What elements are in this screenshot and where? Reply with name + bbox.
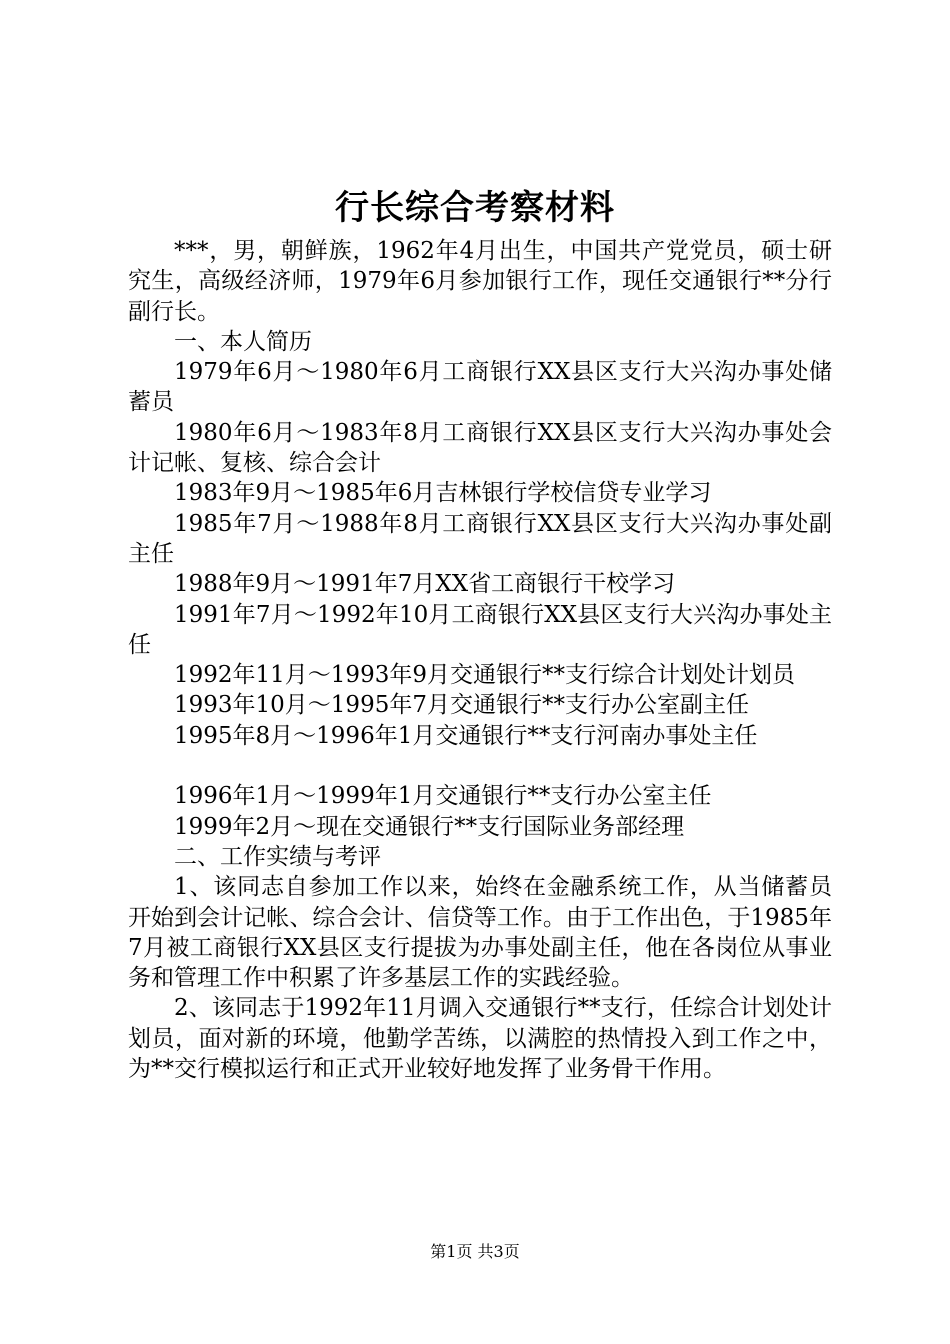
section-heading-performance: 二、工作实绩与考评 (174, 843, 381, 870)
resume-entry: 1995年8月～1996年1月交通银行**支行河南办事处主任 (174, 722, 758, 749)
resume-entry: 1988年9月～1991年7月XX省工商银行干校学习 (174, 571, 676, 598)
document-title: 行长综合考察材料 (335, 188, 615, 228)
resume-entry: 1980年6月～1983年8月工商银行XX县区支行大兴沟办事处会计记帐、复核、综合会计 (128, 419, 832, 477)
document-body (128, 236, 832, 1084)
resume-entry: 1999年2月～现在交通银行**支行国际业务部经理 (174, 813, 685, 840)
paragraph-performance-1: 1、该同志自参加工作以来，始终在金融系统工作，从当储蓄员开始到会计记帐、综合会计、信贷等工作。由于工作出色，于1985年7月被工商银行XX县区支行提拔为办事处副主任，他在各岗位从事业务和管理工作中积累了许多基层工作的实践经验。 (128, 874, 832, 992)
page-number-footer: 第1页 共3页 (430, 1242, 520, 1261)
blank-line (128, 751, 832, 781)
paragraph-performance-2: 2、该同志于1992年11月调入交通银行**支行，任综合计划处计划员，面对新的环境，他勤学苦练，以满腔的热情投入到工作之中，为**交行模拟运行和正式开业较好地发挥了业务骨干作用。 (128, 995, 832, 1083)
paragraph-intro: ***，男，朝鲜族，1962年4月出生，中国共产党党员，硕士研究生，高级经济师，1979年6月参加银行工作，现任交通银行**分行副行长。 (128, 238, 832, 325)
resume-entry: 1985年7月～1988年8月工商银行XX县区支行大兴沟办事处副主任 (128, 510, 832, 567)
resume-entry: 1996年1月～1999年1月交通银行**支行办公室主任 (174, 783, 712, 810)
resume-entry: 1993年10月～1995年7月交通银行**支行办公室副主任 (174, 692, 749, 719)
resume-entry: 1979年6月～1980年6月工商银行XX县区支行大兴沟办事处储蓄员 (128, 359, 832, 416)
resume-entry: 1991年7月～1992年10月工商银行XX县区支行大兴沟办事处主任 (128, 601, 832, 658)
resume-entry: 1983年9月～1985年6月吉林银行学校信贷专业学习 (174, 480, 712, 507)
resume-entry: 1992年11月～1993年9月交通银行**支行综合计划处计划员 (174, 662, 795, 689)
section-heading-resume: 一、本人简历 (174, 328, 312, 355)
